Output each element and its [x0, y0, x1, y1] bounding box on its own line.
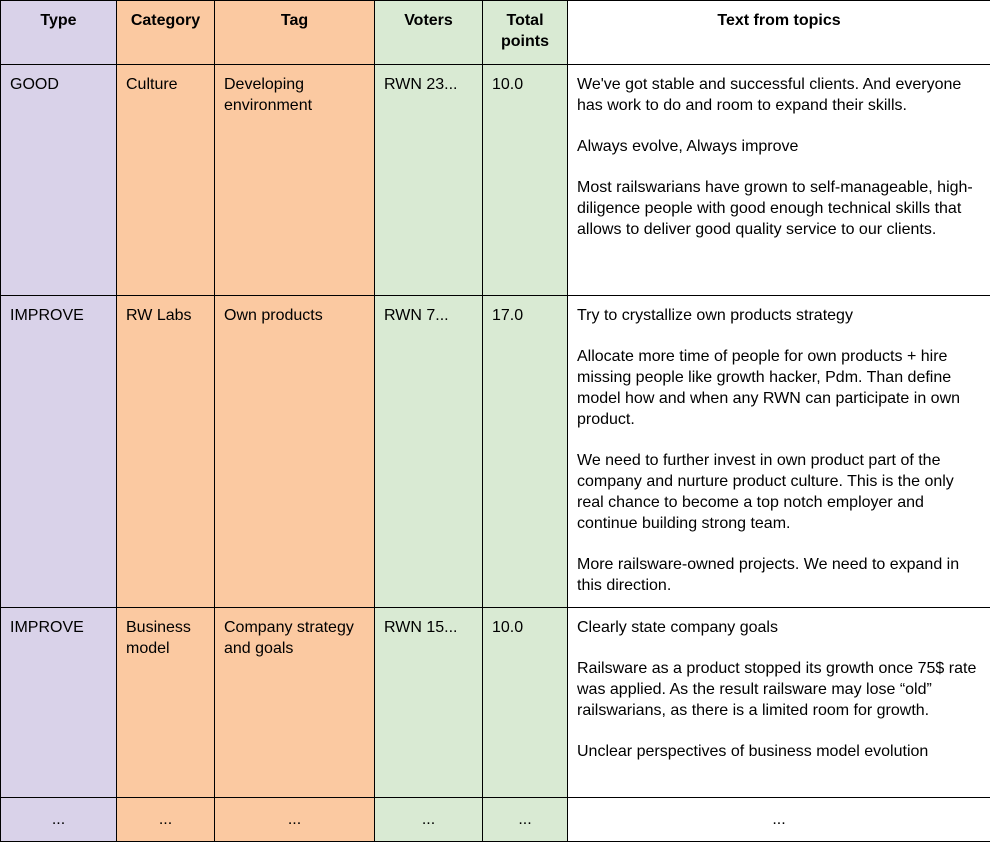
cell-points: 10.0 [483, 65, 568, 296]
cell-text [568, 608, 990, 798]
header-total-points: Total points [483, 1, 568, 65]
header-text-from-topics: Text from topics [568, 1, 990, 65]
cell-tag: Developing environment [215, 65, 375, 296]
table-row [1, 65, 990, 296]
topic-text: We've got stable and successful clients. And everyone has work to do and room to expand their skills. [577, 76, 962, 114]
topic-text: Allocate more time of people for own products + hire missing people like growth hacker, Pdm. Than define model how and when any RWN can participate in own product. [577, 348, 961, 428]
cell-type: IMPROVE [1, 296, 117, 608]
table-row [1, 296, 990, 608]
topic-text: Try to crystallize own products strategy [577, 307, 853, 324]
cell-text [568, 296, 990, 608]
header-type: Type [1, 1, 117, 65]
cell-tag: Own products [215, 296, 375, 608]
cell-category: Business model [117, 608, 215, 798]
cell-points: 10.0 [483, 608, 568, 798]
topic-text: Clearly state company goals [577, 619, 778, 636]
header-tag: Tag [215, 1, 375, 65]
cell-type: IMPROVE [1, 608, 117, 798]
topic-text: Always evolve, Always improve [577, 138, 799, 155]
cell-category: RW Labs [117, 296, 215, 608]
topic-text: Railsware as a product stopped its growth once 75$ rate was applied. As the result railsware may lose “old” railswarians, as there is a limited room for growth. [577, 660, 977, 719]
cell-category: Culture [117, 65, 215, 296]
cell-text [568, 65, 990, 296]
header-voters: Voters [375, 1, 483, 65]
cell-tag: ... [215, 798, 375, 842]
cell-voters: RWN 15... [375, 608, 483, 798]
cell-type: ... [1, 798, 117, 842]
cell-type: GOOD [1, 65, 117, 296]
cell-points: 17.0 [483, 296, 568, 608]
topic-text: Unclear perspectives of business model evolution [577, 743, 929, 760]
table-row-ellipsis [1, 798, 990, 842]
topic-text: More railsware-owned projects. We need to expand in this direction. [577, 556, 960, 594]
cell-points: ... [483, 798, 568, 842]
cell-voters: RWN 7... [375, 296, 483, 608]
topic-text: Most railswarians have grown to self-manageable, high-diligence people with good enough technical skills that allows to deliver good quality service to our clients. [577, 179, 973, 238]
header-row [1, 1, 990, 65]
cell-text: ... [568, 798, 990, 842]
cell-category: ... [117, 798, 215, 842]
cell-tag: Company strategy and goals [215, 608, 375, 798]
cell-voters: RWN 23... [375, 65, 483, 296]
table-row [1, 608, 990, 798]
topic-text: We need to further invest in own product part of the company and nurture product culture. This is the only real chance to become a top notch employer and continue building strong team. [577, 452, 954, 532]
cell-voters: ... [375, 798, 483, 842]
header-category: Category [117, 1, 215, 65]
